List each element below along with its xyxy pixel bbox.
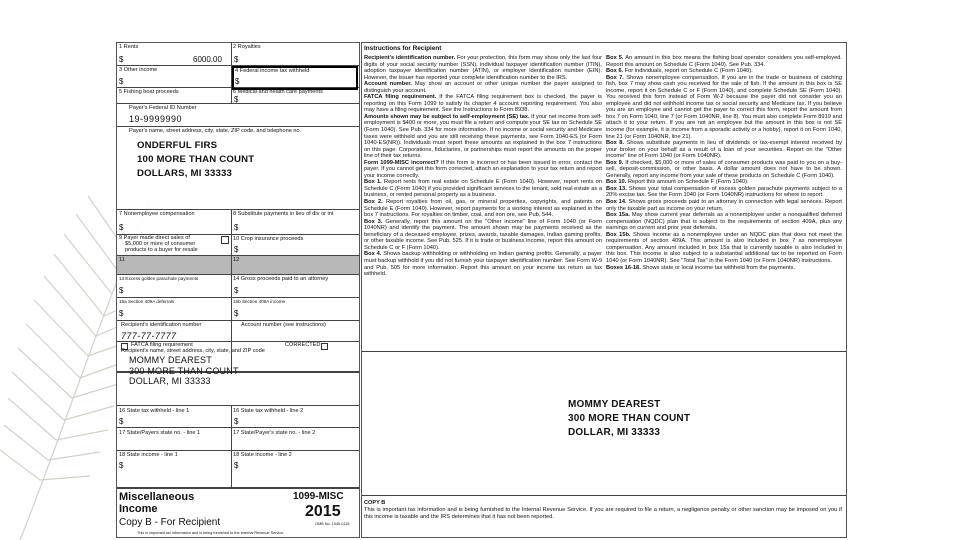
instructions-heading: Instructions for Recipient: [364, 45, 442, 52]
recipient-name-label: Recipient's name, street address, city, state, and ZIP code: [121, 348, 265, 354]
box4-dollar: $: [235, 77, 240, 86]
box18a-label: 18 State income - line 1: [119, 452, 178, 458]
box3-label: 3 Other income: [119, 67, 158, 73]
corrected-checkbox[interactable]: [321, 343, 328, 350]
recipient-line-1: MOMMY DEAREST: [129, 355, 212, 365]
box6-label: 6 Medical and health care payments: [233, 89, 323, 95]
corrected-label: CORRECTED: [285, 342, 321, 348]
instr-col2-paragraph-text: Shows gross proceeds paid to an attorney in connection with legal services. Report only the taxable part as income on your return.: [606, 199, 843, 212]
instr-col1-paragraph-heading: Box 4.: [364, 251, 382, 258]
box16a-dollar: $: [119, 417, 124, 426]
box5-label: 5 Fishing boat proceeds: [119, 89, 179, 95]
box6-dollar: $: [234, 95, 239, 104]
instr-col1-paragraph-text: Generally, report this amount on the "Other income" line of Form 1040 (or Form 1040NR) and identify the payment. The amount shown may be payments received as the beneficiary of a deceased employee, prizes, awards, taxable damages, Indian gaming profits, or other taxable income. See Pub. 525. If it is trade or business income, report this amount on Schedule C or F (Form 1040).: [364, 218, 602, 251]
payer-line-2: 100 MORE THAN COUNT: [137, 154, 255, 165]
box1-dollar: $: [119, 55, 124, 64]
form-1099-misc-copy-b: [116, 42, 360, 538]
payer-fed-id: 19-9999990: [129, 114, 183, 124]
instr-col2-paragraph-text: Shows nonemployee compensation. If you are in the trade or business of catching fish, box 7 may show cash you received for the sale of fish. If the amount in this box is SE income, report it on Schedule C or F (Form 1040), and complete Schedule SE (Form 1040). You received this form instead of Form W-2 because the payer did not consider you an employee and did not withhold income tax or social security and Medicare tax. If you believe you are an employee and cannot get the payer to correct this form, report the amount from box 7 on Form 1040, line 7 (or Form 1040NR, line 8). You must also complete Form 8919 and attach it to your return. If you are not an employee but the amount in this box is not SE income (for example, it is income from a sporadic activity or a hobby), report it on Form 1040, line 21 (or Form 1040NR, line 21).: [606, 74, 842, 140]
recipient-id-label: Recipient's identification number: [121, 322, 202, 328]
box2-label: 2 Royalties: [233, 44, 261, 50]
box9-checkbox[interactable]: [221, 236, 229, 244]
payer-fed-id-label: Payer's Federal ID Number: [129, 105, 197, 111]
tax-year: 2015: [305, 503, 341, 520]
box15a-dollar: $: [119, 309, 124, 318]
box14-dollar: $: [234, 286, 239, 295]
box10-label: 10 Crop insurance proceeds: [233, 236, 304, 242]
instr-col1-paragraph-heading: Amounts shown may be subject to self-employment (SE) tax.: [364, 113, 530, 120]
box1-label: 1 Rents: [119, 44, 139, 50]
instr-col2-paragraph: [606, 140, 842, 160]
instructions-panel: [361, 42, 847, 538]
instr-col2-paragraph-text: Report this amount on Schedule F (Form 1040).: [626, 179, 749, 186]
instr-col1-paragraph: [364, 219, 602, 252]
fatca-label: FATCA filing requirement: [131, 342, 193, 348]
mailing-line-3: DOLLAR, MI 33333: [568, 427, 661, 438]
box18b-dollar: $: [234, 461, 239, 470]
recipient-line-3: DOLLAR, MI 33333: [129, 376, 211, 386]
instr-col1-paragraph: [364, 179, 602, 199]
instr-col2-paragraph: [606, 55, 842, 68]
instructions-footer: This is important tax information and is being furnished to the Internal Revenue Service. If you are required to file a return, a negligence penalty or other sanction may be imposed on you if this income is taxable and the IRS determines that it has not been reported.: [364, 507, 842, 520]
instr-col2-paragraph-text: Shows your total compensation of excess golden parachute payments subject to a 20% excise tax. See the Form 1040 (or Form 1040NR) instructions for where to report.: [606, 185, 842, 199]
instr-col2-paragraph-heading: Box 9.: [606, 159, 624, 166]
box8-dollar: $: [234, 223, 239, 232]
box4-label: 4 Federal income tax withheld: [235, 68, 310, 74]
recipient-name-address: [129, 355, 239, 387]
instr-col1-paragraph: [364, 251, 602, 277]
instr-col1-paragraph-heading: Recipient's identification number.: [364, 55, 456, 61]
instr-col1-paragraph-text: If this form is incorrect or has been issued in error, contact the payer. If you cannot get this form corrected, attach an explanation to your tax return and report your income correctly.: [364, 159, 602, 179]
box18b-label: 18 State income - line 2: [233, 452, 292, 458]
instr-col2-paragraph: [606, 160, 842, 180]
instr-col1-paragraph-text: May show an account or other unique number the payer assigned to distinguish your account.: [364, 81, 602, 94]
instr-col1-paragraph: [364, 114, 602, 160]
box15b-label: 15b Section 409A income: [233, 299, 286, 304]
instr-col2-paragraph-heading: Box 13.: [606, 185, 627, 192]
box15b-dollar: $: [234, 309, 239, 318]
payer-name-address: [137, 139, 254, 181]
instr-col1-paragraph: [364, 199, 602, 219]
mailing-address: [568, 398, 690, 440]
instr-col2-paragraph-text: Shows income as a nonemployee under an NQDC plan that does not meet the requirements of section 409A. This amount is also included in box 7 as nonemployee compensation. Any amount included in box 15a that is currently taxable is also included in this box. This income is also subject to a substantial additional tax to be reported on Form 1040 (or Form 1040NR). See "Total Tax" in the Form 1040 (or Form 1040NR) instructions.: [606, 231, 842, 264]
instr-col1-paragraph: [364, 160, 602, 180]
box9-label-2: $5,000 or more of consumer: [125, 241, 196, 247]
box7-label: 7 Nonemployee compensation: [119, 211, 195, 217]
instr-col1-paragraph: [364, 81, 602, 94]
instr-col1-paragraph: [364, 55, 602, 81]
omb-number: OMB No. 1545-0115: [315, 522, 350, 526]
recipient-line-2: 300 MORE THAN COUNT: [129, 365, 239, 376]
instr-col2-paragraph-text: Shows state or local income tax withheld from the payments.: [640, 264, 796, 271]
payer-line-1: ONDERFUL FIRS: [137, 140, 218, 151]
box18a-dollar: $: [119, 461, 124, 470]
instr-col1-paragraph-heading: Box 2.: [364, 199, 383, 206]
box9-label: 9 Payer made direct sales of: [119, 235, 190, 241]
box14-label: 14 Gross proceeds paid to an attorney: [233, 276, 329, 282]
box15a-label: 15a Section 409A deferrals: [119, 299, 175, 304]
box16a-label: 16 State tax withheld - line 1: [119, 408, 190, 414]
instr-col2-paragraph: [606, 265, 842, 272]
instr-col2-paragraph-heading: Box 15a.: [606, 212, 630, 219]
instr-col2-paragraph-text: If checked, $5,000 or more of sales of consumer products was paid to you on a buy-sell, deposit-commission, or other basis. A dollar amount does not have to be shown. Generally, report any income from your sale of these products on Schedule C (Form 1040).: [606, 159, 842, 179]
instructions-column-1: [364, 55, 602, 278]
instructions-column-2: [606, 55, 842, 271]
form-title-line1: Miscellaneous: [119, 491, 195, 503]
instr-col1-paragraph-heading: FATCA filing requirement.: [364, 94, 437, 101]
instr-col2-paragraph-heading: Box 7.: [606, 74, 624, 81]
box10-dollar: $: [234, 245, 239, 254]
instr-col2-paragraph: [606, 186, 842, 199]
box16b-label: 16 State tax withheld - line 2: [233, 408, 304, 414]
box13-label: 13 Excess golden parachute payments: [119, 276, 199, 281]
instr-col2-paragraph: [606, 75, 842, 140]
instr-col2-paragraph-text: An amount in this box means the fishing boat operator considers you self-employed. Report this amount on Schedule C (Form 1040). See Pub. 334.: [606, 55, 842, 68]
box11-label: 11: [119, 257, 125, 263]
form-footer-note: This is important tax information and is being furnished to the Internal Revenue Service.: [137, 531, 285, 535]
copy-b-footer-label: COPY B: [364, 500, 386, 506]
instr-col2-paragraph: [606, 199, 842, 212]
instr-col2-paragraph-heading: Box 10.: [606, 179, 627, 186]
box16b-dollar: $: [234, 417, 239, 426]
instr-col1-paragraph-heading: Box 3.: [364, 218, 383, 225]
instr-col1-paragraph-text: Shows backup withholding or withholding on Indian gaming profits. Generally, a payer must backup withhold if you did not furnish your taxpayer identification number. See Form W-9 and Pub. 505 for more information. Report this amount on your income tax return as tax withheld.: [364, 251, 602, 278]
instr-col2-paragraph-heading: Boxes 16-18.: [606, 264, 641, 271]
instr-col2-paragraph-heading: Box 5.: [606, 55, 624, 61]
instr-col1-paragraph-text: If your net income from self-employment is $400 or more, you must file a return and compute your SE tax on Schedule SE (Form 1040). See Pub. 334 for more information. If no income or social security and Medicare taxes were withheld and you are still receiving these payments, see Form 1040-ES (or Form 1040-ES(NR)). Individuals must report these amounts as explained in the box 7 instructions on this page. Corporations, fiduciaries, or partnerships must report the amounts on the proper line of their tax returns.: [364, 113, 602, 160]
instr-col1-paragraph-heading: Box 1.: [364, 179, 382, 186]
instr-col2-paragraph-heading: Box 14.: [606, 199, 627, 206]
form-number: 1099-MISC: [293, 491, 344, 502]
payer-name-label: Payer's name, street address, city, state, ZIP code, and telephone no.: [129, 128, 302, 134]
instr-col1-paragraph-text: For your protection, this form may show only the last four digits of your social security number (SSN), individual taxpayer identification number (ITIN), adoption taxpayer identification number (ATIN), or employer identification number (EIN). However, the issuer has reported your complete identification number to the IRS.: [364, 55, 602, 81]
box7-dollar: $: [119, 223, 124, 232]
box9-label-3: products to a buyer for resale: [125, 247, 198, 253]
box17a-label: 17 State/Payers state no. - line 1: [119, 430, 201, 436]
instr-col2-paragraph-heading: Box 15b.: [606, 231, 631, 238]
payer-line-3: DOLLARS, MI 33333: [137, 168, 233, 179]
instr-col1-paragraph-text: Report rents from real estate on Schedule E (Form 1040). However, report rents on Schedule C (Form 1040) if you provided significant services to the tenant, sold real estate as a business, or rented personal property as a business.: [364, 179, 602, 199]
copy-b-label: Copy B - For Recipient: [119, 517, 221, 528]
recipient-id: 777-77-7777: [121, 331, 177, 341]
box17b-label: 17 State/Payer's state no. - line 2: [233, 430, 316, 436]
form-title-line2: Income: [119, 503, 158, 515]
instr-col2-paragraph-text: For individuals, report on Schedule C (Form 1040).: [623, 68, 753, 75]
instr-col1-paragraph-heading: Account number.: [364, 81, 412, 88]
box13-dollar: $: [119, 286, 124, 295]
instr-col1-paragraph-text: Report royalties from oil, gas, or mineral properties, copyrights, and patents on Schedule E (Form 1040). However, report payments for a working interest as explained in the box 7 instructions. For royalties on timber, coal, and iron ore, see Pub. 544.: [364, 199, 602, 219]
account-number-label: Account number (see instructions): [241, 322, 326, 328]
box3-dollar: $: [119, 77, 124, 86]
mailing-line-2: 300 MORE THAN COUNT: [568, 413, 691, 424]
box8-label: 8 Substitute payments in lieu of div or int: [233, 211, 334, 217]
box12-label: 12: [233, 257, 240, 263]
instr-col1-paragraph-text: If the FATCA filing requirement box is checked, the payer is reporting on this Form 1099 to satisfy its chapter 4 account reporting requirement. You also may have a filing requirement. See the Instructions to Form 8938.: [364, 94, 603, 114]
instr-col1-paragraph-heading: Form 1099-MISC incorrect?: [364, 159, 439, 166]
instr-col2-paragraph-text: May show current year deferrals as a nonemployee under a nonqualified deferred compensation (NQDC) plan that is subject to the requirements of section 409A, plus any earnings on current and prior year deferrals.: [606, 212, 842, 232]
instr-col2-paragraph: [606, 232, 842, 265]
instr-col2-paragraph-text: Shows substitute payments in lieu of dividends or tax-exempt interest received by your broker on your behalf as a result of a loan of your securities. Report on the "Other income" line of Form 1040 (or Form 1040NR).: [606, 140, 842, 160]
instr-col1-paragraph: [364, 94, 602, 114]
box2-dollar: $: [234, 55, 239, 64]
rents-amount: 6000.00: [193, 55, 222, 64]
instr-col2-paragraph: [606, 212, 842, 232]
instr-col2-paragraph-heading: Box 6.: [606, 68, 624, 75]
mailing-line-1: MOMMY DEAREST: [568, 399, 661, 410]
instr-col2-paragraph-heading: Box 8.: [606, 140, 625, 147]
